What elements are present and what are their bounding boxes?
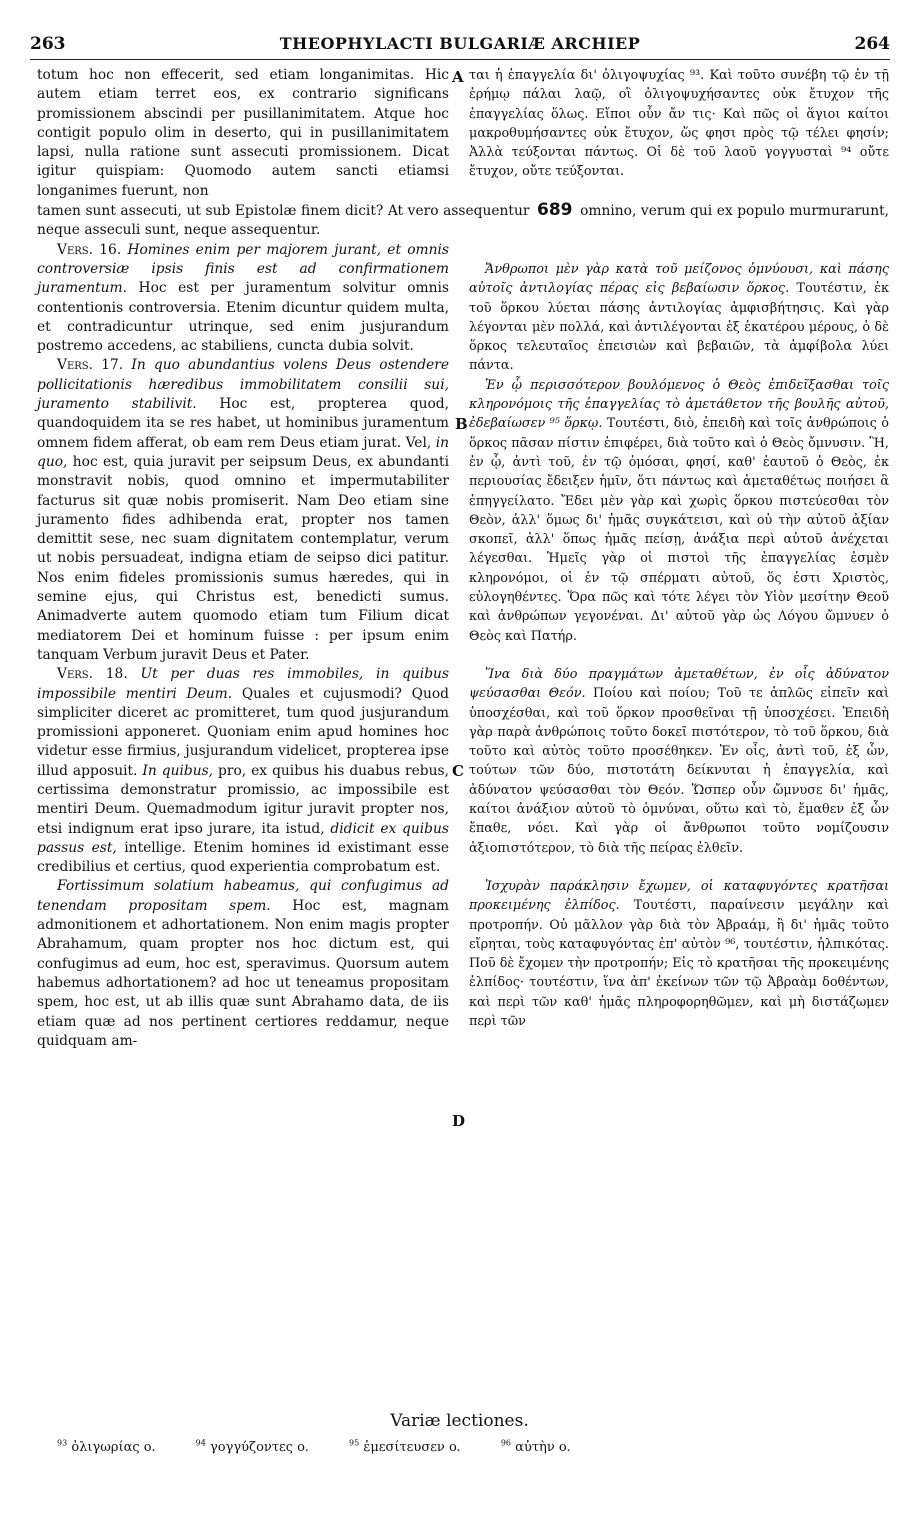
greek-verse-16 (469, 260, 889, 376)
commentary-text: Hoc est per juramentum solvitur omnis contentionis controversia. Etenim dicuntur quidem multa, et contradicuntur utrinque, sed enim jusjurandum postremo accedens, ac stabiliens, cuncta dubia solvit. (37, 280, 449, 355)
variant-note (349, 1440, 479, 1455)
variant-text: αὐτὴν o. (515, 1440, 571, 1456)
header-rule (30, 59, 890, 60)
verse-label: Vers. 17. (57, 357, 124, 374)
running-title: THEOPHYLACTI BULGARIÆ ARCHIEP (279, 34, 641, 53)
commentary-text: hoc est, quia juravit per seipsum Deus, ex abundanti monstravit nobis, quod omnino et impermutabiliter facturus sit quæ nobis promiserit. Nam Deo etiam sine juramento fides adhibenda erat, propter nos tamen demittit sese, nec suam dignitatem contemplatur, verum ut nobis persuadeat, indigna etiam de seipso dici patitur. Nos enim fideles promissionis sumus hæredes, qui in semine ejus, qui Christus est, benedicti sumus. Animadverte autem quomodo etiam tum Filium dicat mediatorem Dei et hominum fuisse : per ipsum enim tanquam Verbum juravit Deus et Pater. (37, 453, 450, 663)
commentary-text: Τουτέστιν, ἐκ τοῦ ὅρκου λύεται πάσης ἀντιλογίας ἀμφισβήτησις. Καὶ γὰρ λέγονται μὲν πολλά, καὶ ἀντιλέγονται ἐξ ἑκατέρου μέρους, ὁ δὲ ὅρκος τελευταῖος ἐπεισιὼν καὶ βεβαιῶν, τὰ ἀμφίβολα λύει πάντα. (469, 281, 889, 374)
verse-label: Vers. 16. (57, 241, 122, 258)
inline-quote: In quibus, (142, 762, 214, 779)
variant-text: ὀλιγωρίας o. (71, 1440, 156, 1456)
commentary-text: Quales et cujusmodi? Quod simpliciter diceret ac promitteret, tum quod jusjurandum promissioni apponeret. Quoniam enim apud homines hoc videtur esse firmius, jusjurandum videlicet, propterea ipse illud apposuit. (37, 685, 450, 779)
verse-label: Vers. 18. (57, 666, 128, 683)
variant-note (501, 1440, 589, 1455)
variant-note (57, 1440, 174, 1455)
variant-note (196, 1440, 327, 1455)
latin-text: tamen sunt assecuti, ut sub Epistolæ finem dicit? At vero assequentur (37, 203, 530, 220)
commentary-text: Hoc est, magnam admonitionem et adhortationem. Non enim magis propter Abrahamum, quam propter nos hoc dictum est, qui confugimus ad eum, hoc est, speravimus. Quorsum autem habemus adhortationem? ad hoc ut teneamus propositam spem, hoc est, ut ab illis quæ sunt Abrahamo data, de iis etiam quæ ad nos pertinent certiores reddamur, neque quidquam am- (37, 897, 449, 1049)
commentary-text: Ποίου καὶ ποίου; Τοῦ τε ἁπλῶς εἰπεῖν καὶ ὑποσχέσθαι, καὶ τοῦ ὅρκον προσθεῖναι τῇ ὑποσχέσει. Ἐπειδὴ γὰρ παρὰ ἀνθρώποις τοῦτο δοκεῖ πιστότερον, τὸ τοῦ ὅρκου, διὰ τοῦτο καὶ αὐτὸς τοῦτο προσέθηκεν. Ἐν οἷς, ἀντὶ τοῦ, ἐξ ὧν, τούτων τῶν δύο, πιστοτάτη δείκνυται ἡ ἐπαγγελία, καὶ ἀδύνατον ψεύσασθαι τὸν Θεόν. Ὥσπερ οὖν ὤμνυσε δι' ἡμᾶς, καίτοι ἀνάξιον αὐτοῦ τὸ ὀμνύναι, οὕτω καὶ τὸ, ἔμαθεν ἐξ ὧν ἔπαθε, νόει. Καὶ γὰρ οἱ ἄνθρωποι τοῦτο νομίζουσιν ἀξιοπιστότερον, τὸ διὰ τῆς πείρας ἐλθεῖν. (469, 686, 889, 856)
variant-text: ἐμεσίτευσεν o. (363, 1440, 461, 1456)
note-number: 95 (349, 1439, 360, 1448)
running-header (30, 34, 890, 58)
latin-paragraph-1 (37, 66, 449, 201)
margin-letter-b: B (455, 415, 468, 433)
latin-verse-17 (37, 356, 449, 665)
greek-ischyran (469, 877, 889, 1031)
commentary-text: Τουτέστι, παραίνεσιν μεγάλην καὶ προτροπήν. Οὐ μᾶλλον γὰρ διὰ τὸν Ἀβραάμ, ἢ δι' ἡμᾶς τοῦτο εἴρηται, τοὺς καταφυγόντας ἐπ' αὐτὸν ⁹⁶, τουτέστιν, ἠλπικότας. Ποῦ δὲ ἔχομεν τὴν προτροπήν; Εἰς τὸ κρατῆσαι τῆς προκειμένης ἐλπίδος· τουτέστιν, ἵνα ἀπ' ἐκείνων τῶν τῷ Ἀβραὰμ δοθέντων, καὶ περὶ τῶν καθ' ἡμᾶς πληροφορηθῶμεν, καὶ μὴ διστάζωμεν περὶ τῶν (469, 898, 889, 1029)
verse-lemma: In quo abundantius volens Deus ostendere pollicitationis hæredibus immobilitatem consilii sui, juramento stabilivit. (37, 357, 449, 413)
page-number-left: 263 (30, 34, 66, 54)
commentary-text: Τουτέστι, διὸ, ἐπειδὴ καὶ τοῖς ἀνθρώποις ὁ ὅρκος πᾶσαν πίστιν ἐπιφέρει, διὰ τοῦτο καὶ ὁ Θεὸς ὄμνυσιν. Ἢ, ἐν ᾧ, ἀντὶ τοῦ, ἐν τῷ ὀμόσαι, φησί, καθ' ἑαυτοῦ ὁ Θεὸς, ἐκ περιουσίας ἔδειξεν ἡμῖν, ὅτι πάντως καὶ ἀμεταθέτως ποιήσει ἃ ἐπηγγείλατο. Ἔδει μὲν γὰρ καὶ χωρὶς ὅρκου πιστεύεσθαι τὸν Θεὸν, ἀλλ' ὅμως δι' ἡμᾶς συγκάτεισι, καὶ οὐ τὴν αὐτοῦ ἀξίαν σκοπεῖ, ἀλλ' ὅπως ἡμᾶς πείσῃ, ἀνάξια περὶ αὐτοῦ ἀνέχεται λέγεσθαι. Ἡμεῖς γὰρ οἱ πιστοὶ τῆς ἐπαγγελίας ἐσμὲν κληρονόμοι, οἱ ἐν τῷ σπέρματι αὐτοῦ, ὅς ἐστι Χριστὸς, εὐλογηθέντες. Ὅρα πῶς καὶ τότε λέγει τὸν Υἱὸν μεσίτην Θεοῦ καὶ ἀνθρώπων γεγονέναι. Δι' αὐτοῦ γὰρ ὡς Λόγου ὤμνυεν ὁ Θεὸς καὶ Πατήρ. (469, 416, 889, 644)
margin-letter-d: D (452, 1112, 466, 1130)
page-number-right: 264 (854, 34, 890, 54)
latin-fortissimum (37, 877, 449, 1051)
variant-text: γογγύζοντες o. (210, 1440, 309, 1456)
greek-paragraph-1: ται ἡ ἐπαγγελία δι' ὀλιγοψυχίας ⁹³. Καὶ τοῦτο συνέβη τῷ ἐν τῇ ἐρήμῳ πάλαι λαῷ, οἳ ὀλιγοψυχήσαντες οὐκ ἔτυχον τῆς ἐπαγγελίας ὅλως. Εἴποι οὖν ἄν τις· Καὶ πῶς οἱ ἅγιοι καίτοι μακροθυμήσαντες οὐκ ἔτυχον, ὥς φησι πρὸς τῷ τέλει φησίν; Ἀλλὰ τεύξονται πάντως. Οἱ δὲ τοῦ λαοῦ γογγυσταὶ ⁹⁴ οὔτε ἔτυχον, οὔτε τεύξονται. (469, 68, 889, 180)
latin-text: totum hoc non effecerit, sed etiam longanimitas. Hic autem etiam terret eos, ex contrario significans promissionem abscindi per pusillanimitatem. Atque hoc contigit populo olim in deserto, qui in pusillanimitatem lapsi, nulla ratione sunt assecuti promissionem. Dicat igitur quispiam: Quomodo autem sancti etiamsi longanimes fuerunt, non (37, 67, 449, 199)
note-number: 96 (500, 1439, 512, 1448)
column-number: 689 (537, 200, 573, 221)
variae-lectiones (57, 1439, 857, 1455)
note-number: 93 (57, 1439, 68, 1448)
latin-verse-18 (37, 665, 449, 877)
commentary-text: Hoc est, propterea quod, quandoquidem ita se res habet, ut hominibus juramentum omnem fidem afferat, ob eam rem Deus etiam jurat. Vel, (37, 396, 449, 451)
greek-verse-18 (469, 665, 889, 858)
verse-lemma: Ἄνθρωποι μὲν γὰρ κατὰ τοῦ μείζονος ὀμνύουσι, καὶ πάσης αὐτοῖς ἀντιλογίας πέρας εἰς βεβαίωσιν ὅρκος. (469, 262, 889, 297)
commentary-text: intellige. Etenim homines id existimant esse credibilius et certius, quod experientia comprobatum est. (37, 839, 449, 876)
greek-column (469, 66, 889, 1031)
verse-lemma: Homines enim per majorem jurant, et omnis controversiæ ipsis finis est ad confirmationem juramentum. (37, 241, 450, 297)
inline-quote: in quo, (37, 434, 450, 470)
greek-verse-17 (469, 376, 889, 646)
note-number: 94 (195, 1439, 206, 1448)
variae-lectiones-title: Variæ lectiones. (390, 1411, 529, 1431)
latin-text: omnino, verum qui ex populo murmurarunt, neque asseculi sunt, neque assequentur. (37, 203, 890, 239)
verse-lemma: Ἵνα διὰ δύο πραγμάτων ἀμεταθέτων, ἐν οἷς ἀδύνατον ψεύσασθαι Θεόν. (469, 666, 889, 702)
margin-letter-a: A (452, 68, 464, 86)
verse-lemma: Fortissimum solatium habeamus, qui confugimus ad tenendam propositam spem. (37, 878, 449, 914)
latin-verse-16 (37, 241, 449, 357)
commentary-text: pro, ex quibus his duabus rebus, certissima demonstratur promissio, ac impossibile est mentiri Deum. Quemadmodum igitur juravit propter nos, etsi indignum erat ipso jurare, ita istud, (37, 762, 449, 837)
verse-lemma: Ut per duas res immobiles, in quibus impossibile mentiri Deum. (37, 666, 450, 702)
verse-lemma: Ἰσχυρὰν παράκλησιν ἔχωμεν, οἱ καταφυγόντες κρατῆσαι προκειμένης ἐλπίδος. (469, 878, 889, 914)
inline-quote: didicit ex quibus passus est, (37, 820, 449, 856)
verse-lemma: Ἐν ᾧ περισσότερον βουλόμενος ὁ Θεὸς ἐπιδεῖξασθαι τοῖς κληρονόμοις τῆς ἐπαγγελίας τὸ ἀμετάθετον τῆς βουλῆς αὐτοῦ, ἐδεβαίωσεν ⁹⁵ ὅρκῳ. (469, 377, 889, 432)
margin-letter-c: C (452, 762, 464, 780)
